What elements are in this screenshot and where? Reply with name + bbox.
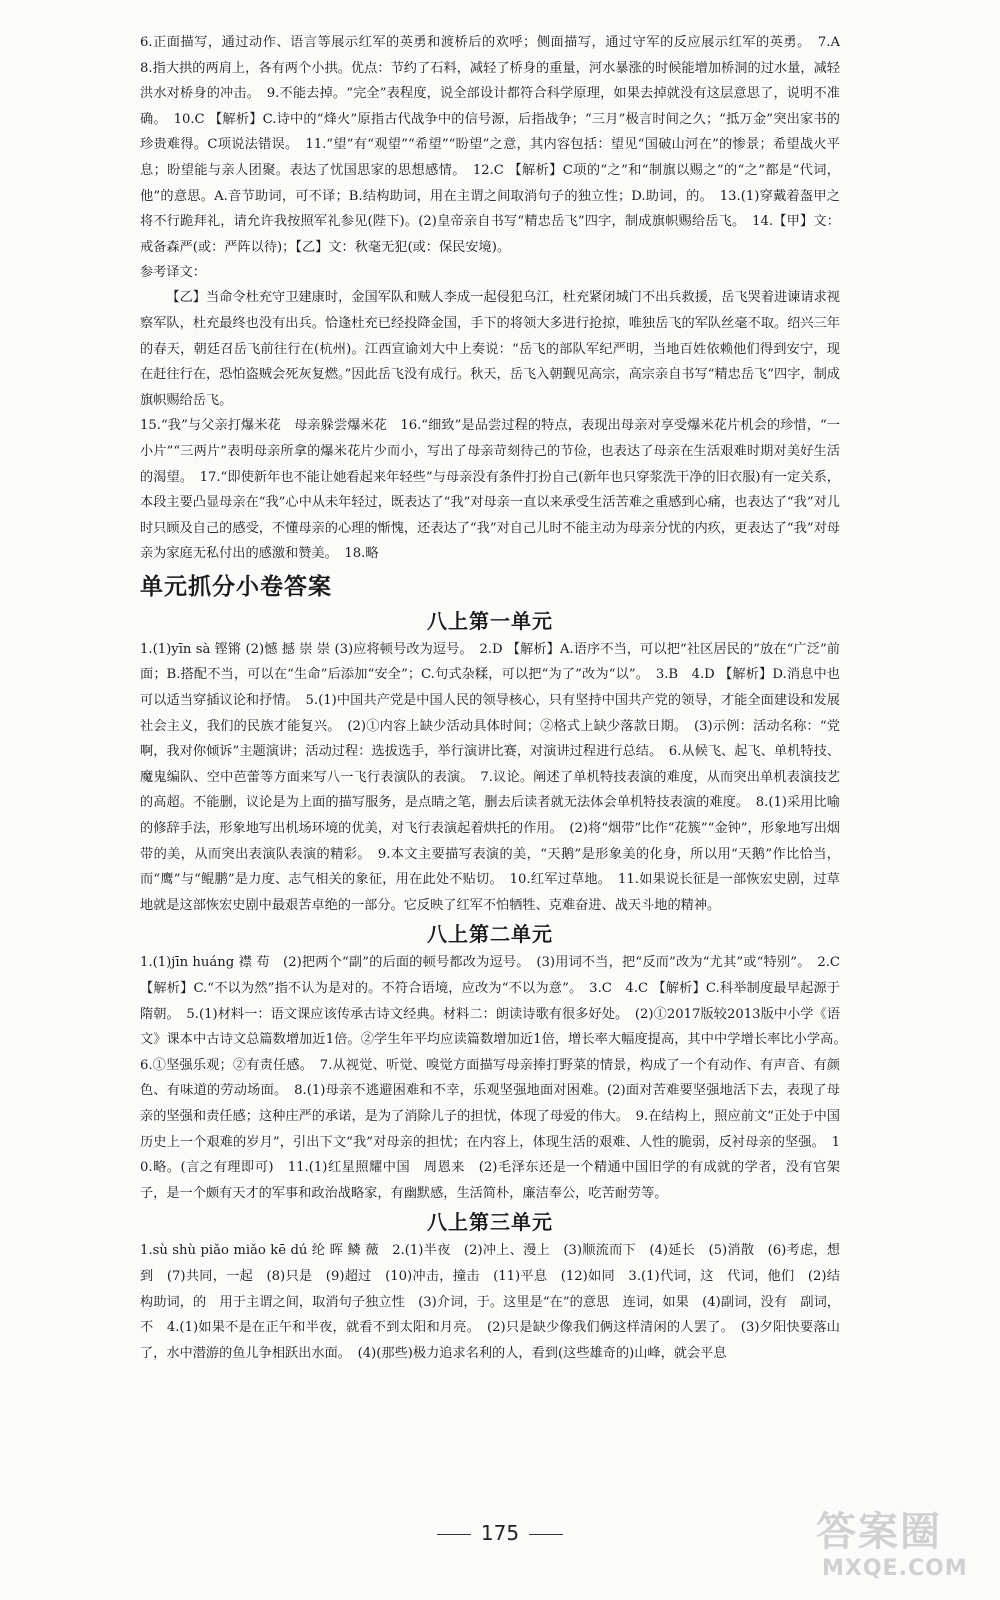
- unit-2-title: 八上第二单元: [427, 922, 553, 947]
- unit-1-title: 八上第一单元: [427, 608, 553, 633]
- watermark-url: MXQE.COM: [822, 1556, 968, 1581]
- answer-paragraph-1: 6.正面描写，通过动作、语言等展示红军的英勇和渡桥后的欢呼；侧面描写，通过守军的反应展示红军的英勇。 7.A 8.指大拱的两肩上，各有两个小拱。优点：节约了石料，减轻了桥身的重量，河水暴涨的时候能增加桥洞的过水量，减轻洪水对桥身的冲击。 9.不能去掉。“完全”表程度，说全部设计都符合科学原理，如果去掉就没有这层意思了，说明不准确。 10.C 【解析】C.诗中的“烽火”原指古代战争中的信号源，后指战争；“三月”极言时间之久；“抵万金”突出家书的珍贵难得。C项说法错误。 11.“望”有“观望”“希望”“盼望”之意，其内容包括：望见“国破山河在”的惨景；希望战火平息；盼望能与亲人团聚。表达了忧国思家的思想感情。 12.C 【解析】C项的“之”和“制旗以赐之”的“之”都是“代词，他”的意思。A.音节助词，可不译；B.结构助词，用在主谓之间取消句子的独立性；D.助词，的。 13.(1)穿戴着盔甲之将不行跪拜礼，请允许我按照军礼参见(陛下)。(2)皇帝亲自书写“精忠岳飞”四字，制成旗帜赐给岳飞。 14.【甲】文：戒备森严(或：严阵以待)；【乙】文：秋毫无犯(或：保民安境)。: [140, 35, 854, 255]
- section-title: 单元抓分小卷答案: [140, 573, 332, 600]
- unit-3-answers: 1.sù shù piǎo miǎo kē dú 纶 晖 鳞 薇 2.(1)半夜 (2)冲上、漫上 (3)顺流而下 (4)延长 (5)消散 (6)考虑，想到 (7)共同，一起 (8)只是 (9)超过 (10)冲击，撞击 (11)平息 (12)如同 3.(1)代词，这 代词，他们 (2)结构助词，的 用于主谓之间，取消句子独立性 (3)介词，于。这里是“在”的意思 连词，如果 (4)副词，没有 副词，不 4.(1)如果不是在正午和半夜，就看不到太阳和月亮。 (2)只是缺少像我们俩这样清闲的人罢了。 (3)夕阳快要落山了，水中潜游的鱼儿争相跃出水面。 (4)(那些)极力追求名利的人，看到(这些雄奇的)山峰，就会平息: [140, 1243, 840, 1361]
- answer-paragraph-2: 15.“我”与父亲打爆米花 母亲躲尝爆米花 16.“细致”是品尝过程的特点，表现出母亲对享受爆米花片机会的珍惜，“一小片”“三两片”表明母亲所拿的爆米花片少而小，写出了母亲苛刻待己的节俭，也表达了母亲在生活艰难时期对美好生活的渴望。 17.“即使新年也不能让她看起来年轻些”与母亲没有条件打扮自己(新年也只穿浆洗干净的旧衣服)有一定关系，本段主要凸显母亲在“我”心中从未年轻过，既表达了“我”对母亲一直以来承受生活苦难之重感到心痛，也表达了“我”对儿时只顾及自己的感受，不懂母亲的心理的惭愧，还表达了“我”对自己儿时不能主动为母亲分忧的内疚，更表达了“我”对母亲为家庭无私付出的感激和赞美。 18.略: [140, 418, 840, 562]
- unit-2-answers: 1.(1)jīn huáng 襟 苟 (2)把两个“副”的后面的顿号都改为逗号。 (3)用词不当，把“反而”改为“尤其”或“特别”。 2.C 【解析】C.“不以为然”指不认为是对的。不符合语境，应改为“不以为意”。 3.C 4.C 【解析】C.科举制度最早起源于隋朝。 5.(1)材料一：语文课应该传承古诗文经典。材料二：朗读诗歌有很多好处。 (2)①2017版较2013版中小学《语文》课本中古诗文总篇数增加近1倍。②学生年平均应读篇数增加近1倍，增长率大幅度提高，其中中学增长率比小学高。 6.①坚强乐观；②有责任感。 7.从视觉、听觉、嗅觉方面描写母亲捧打野菜的情景，构成了一个有动作、有声音、有颜色、有味道的劳动场面。 8.(1)母亲不逃避困难和不幸，乐观坚强地面对困难。(2)面对苦难要坚强地活下去，表现了母亲的坚强和责任感；这种庄严的承诺，是为了消除儿子的担忧，体现了母爱的伟大。 9.在结构上，照应前文“正处于中国历史上一个艰难的岁月”，引出下文“我”对母亲的担忧；在内容上，体现生活的艰难、人性的脆弱，反衬母亲的坚强。 10.略。(言之有理即可) 11.(1)红星照耀中国 周恩来 (2)毛泽东还是一个精通中国旧学的有成就的学者，没有官架子，是一个颇有天才的军事和政治战略家，有幽默感，生活简朴，廉洁奉公，吃苦耐劳等。: [140, 955, 854, 1201]
- page-number-text: 175: [480, 1521, 520, 1545]
- right-dash: [529, 1534, 563, 1535]
- watermark-logo: [808, 1500, 978, 1592]
- unit-1-answers: 1.(1)yīn sà 铿锵 (2)憾 撼 崇 崇 (3)应将顿号改为逗号。 2.D 【解析】A.语序不当，可以把“社区居民的”放在“广泛”前面；B.搭配不当，可以在“生命”后添加“安全”；C.句式杂糅，可以把“为了”改为“以”。 3.B 4.D 【解析】D.消息中也可以适当穿插议论和抒情。 5.(1)中国共产党是中国人民的领导核心，只有坚持中国共产党的领导，才能全面建设和发展社会主义，我们的民族才能复兴。 (2)①内容上缺少活动具体时间；②格式上缺少落款日期。 (3)示例：活动名称：“党啊，我对你倾诉”主题演讲；活动过程：选拔选手，举行演讲比赛，对演讲过程进行总结。 6.从候飞、起飞、单机特技、魔鬼编队、空中芭蕾等方面来写八一飞行表演队的表演。 7.议论。阐述了单机特技表演的难度，从而突出单机表演技艺的高超。不能删，议论是为上面的描写服务，是点睛之笔，删去后读者就无法体会单机特技表演的难度。 8.(1)采用比喻的修辞手法，形象地写出机场环境的优美，对飞行表演起着烘托的作用。 (2)将“烟带”比作“花簇”“金钟”，形象地写出烟带的美，从而突出表演队表演的精彩。 9.本文主要描写表演的美，“天鹅”是形象美的化身，所以用“天鹅”作比恰当，而“鹰”与“鲲鹏”是力度、志气相关的象征，用在此处不贴切。 10.红军过草地。 11.如果说长征是一部恢宏史剧，过草地就是这部恢宏史剧中最艰苦卓绝的一部分。它反映了红军不怕牺牲、克难奋进、战天斗地的精神。: [140, 641, 840, 913]
- watermark-chinese: 答案圈: [816, 1509, 942, 1555]
- unit-3-title: 八上第三单元: [427, 1210, 553, 1235]
- reference-translation-label: 参考译文：: [140, 265, 206, 281]
- left-dash: [437, 1534, 471, 1535]
- translation-paragraph: 【乙】当命令杜充守卫建康时，金国军队和贼人李成一起侵犯乌江，杜充紧闭城门不出兵救援，岳飞哭着进谏请求视察军队，杜充最终也没有出兵。恰逢杜充已经投降金国，手下的将领大多进行抢掠，唯独岳飞的军队丝毫不取。绍兴三年的春天，朝廷召岳飞前往行在(杭州)。江西宣谕刘大中上奏说：“岳飞的部队军纪严明，当地百姓依赖他们得到安宁，现在赶往行在，恐怕盗贼会死灰复燃。”因此岳飞没有成行。秋天，岳飞入朝觐见高宗，高宗亲自书写“精忠岳飞”四字，制成旗帜赐给岳飞。: [140, 290, 840, 408]
- answer-page: [140, 30, 854, 1366]
